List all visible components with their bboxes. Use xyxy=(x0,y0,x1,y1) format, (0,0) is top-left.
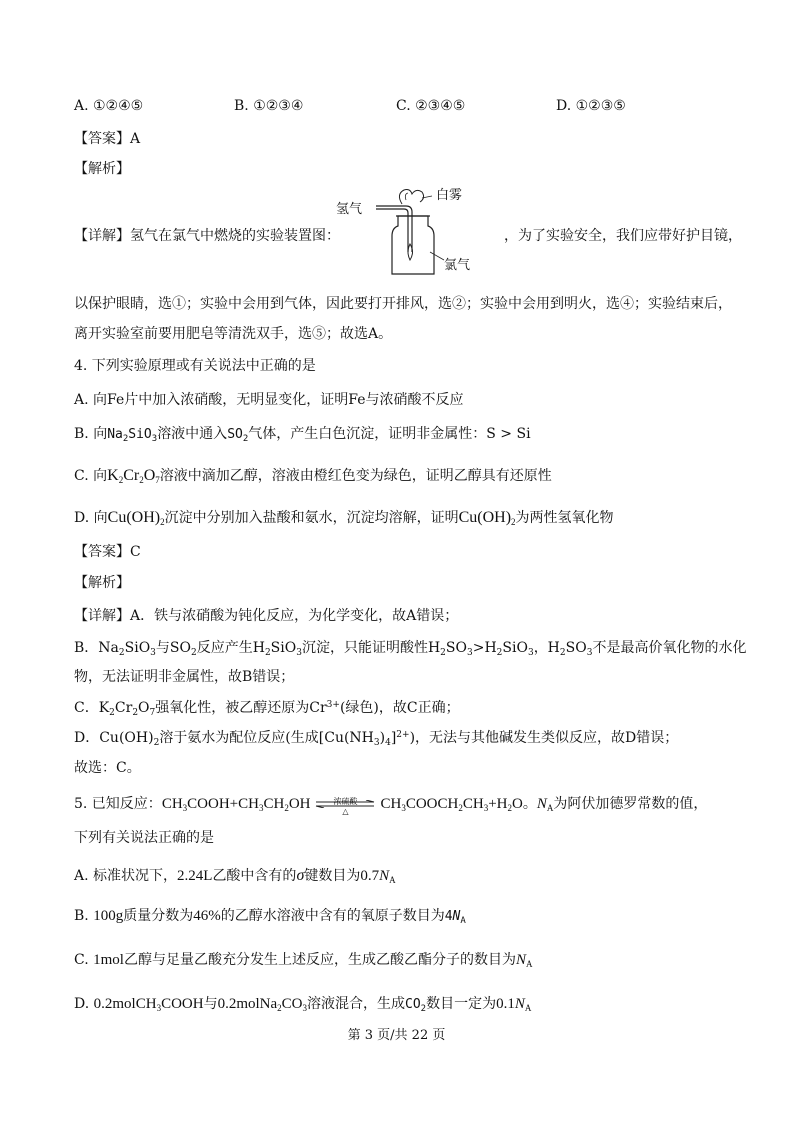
q3-option-c: C. ②③④⑤ xyxy=(396,98,466,114)
q5-stem-line1: 5. 已知反应：$CH_3COOH+CH_3CH_2OH$ 浓硫酸 △ $CH_3COOCH_2CH_3+H_2O$。$N_A$为阿伏加德罗常数的值， xyxy=(74,796,708,816)
q4-analysis-label: 【解析】 xyxy=(74,575,130,591)
q5-option-a: A. 标准状况下，2.24L乙酸中含有的σ键数目为$0.7N_A$ xyxy=(74,867,396,885)
q4-option-c: C. 向$K_2Cr_2O_7$溶液中滴加乙醇，溶液由橙红色变为绿色，证明乙醇具有还原性 xyxy=(74,467,552,485)
q4-detail-c: C．$K_2Cr_2O_7$强氧化性，被乙醇还原为$Cr^{3+}$(绿色)，故C正确； xyxy=(74,700,460,718)
q4-detail-d: D．$Cu(OH)_2$溶于氨水为配位反应(生成$[Cu(NH_3)_4]^{2+}$)，无法与其他碱发生类似反应，故D错误； xyxy=(74,730,679,748)
q3-option-b: B. ①②③④ xyxy=(234,98,304,114)
label-chlorine: 氯气 xyxy=(444,258,471,273)
q3-analysis-label: 【解析】 xyxy=(74,161,130,177)
q5-option-c: C. 1mol乙醇与足量乙酸充分发生上述反应，生成乙酸乙酯分子的数目为$N_A$ xyxy=(74,952,533,969)
q4-detail-b-line2: 物，无法证明非金属性，故B错误； xyxy=(74,669,295,685)
page-footer: 第 3 页/共 22 页 xyxy=(347,1028,446,1043)
q3-detail-after: ，为了实验安全，我们应带好护目镜， xyxy=(504,228,742,244)
q4-final: 故选：C。 xyxy=(74,760,141,776)
q5-option-d: D. 0.2molCH$_3$COOH与$0.2molNa_2CO_3$溶液混合，生成$CO_2$数目一定为$0.1N_A$ xyxy=(74,996,532,1014)
q3-detail-line3: 离开实验室前要用肥皂等清洗双手，选⑤；故选A。 xyxy=(74,326,393,342)
q4-answer: 【答案】C xyxy=(74,544,141,560)
q5-option-b: B. 100g质量分数为46%的乙醇水溶液中含有的氧原子数目为$4N_A$ xyxy=(74,908,466,926)
q4-option-b: B. 向$Na_2SiO_3$溶液中通入$SO_2$气体，产生白色沉淀，证明非金属性：S > Si xyxy=(74,426,531,444)
q3-detail-before: 【详解】氢气在氯气中燃烧的实验装置图： xyxy=(74,228,340,244)
label-white-fog: 白雾 xyxy=(436,188,463,203)
q4-stem: 4. 下列实验原理或有关说法中正确的是 xyxy=(74,358,316,374)
q4-option-d: D. 向$Cu(OH)_2$沉淀中分别加入盐酸和氨水，沉淀均溶解，证明$Cu(OH)_2$为两性氢氧化物 xyxy=(74,509,614,527)
q5-stem-line2: 下列有关说法正确的是 xyxy=(74,830,214,846)
apparatus-figure xyxy=(336,186,496,282)
q3-option-a: A. ①②④⑤ xyxy=(74,98,144,114)
q3-option-d: D. ①②③⑤ xyxy=(556,98,626,114)
q4-option-a: A. 向Fe片中加入浓硝酸，无明显变化，证明Fe与浓硝酸不反应 xyxy=(74,392,464,408)
q4-detail-a: 【详解】A．铁与浓硝酸为钝化反应，为化学变化，故A错误； xyxy=(74,608,459,624)
q4-detail-b-line1: B．$Na_2SiO_3$与$SO_2$反应产生$H_2SiO_3$沉淀，只能证明酸性$H_2SO_3>H_2SiO_3$，$H_2SO_3$不是最高价氧化物的水化 xyxy=(74,640,747,658)
q3-answer: 【答案】A xyxy=(74,131,141,147)
equilibrium-arrow-icon: 浓硫酸 △ xyxy=(314,794,376,814)
label-hydrogen: 氢气 xyxy=(336,202,363,217)
q3-detail-line2: 以保护眼睛，选①；实验中会用到气体，因此要打开排风，选②；实验中会用到明火，选④；实验结束后， xyxy=(74,296,732,312)
